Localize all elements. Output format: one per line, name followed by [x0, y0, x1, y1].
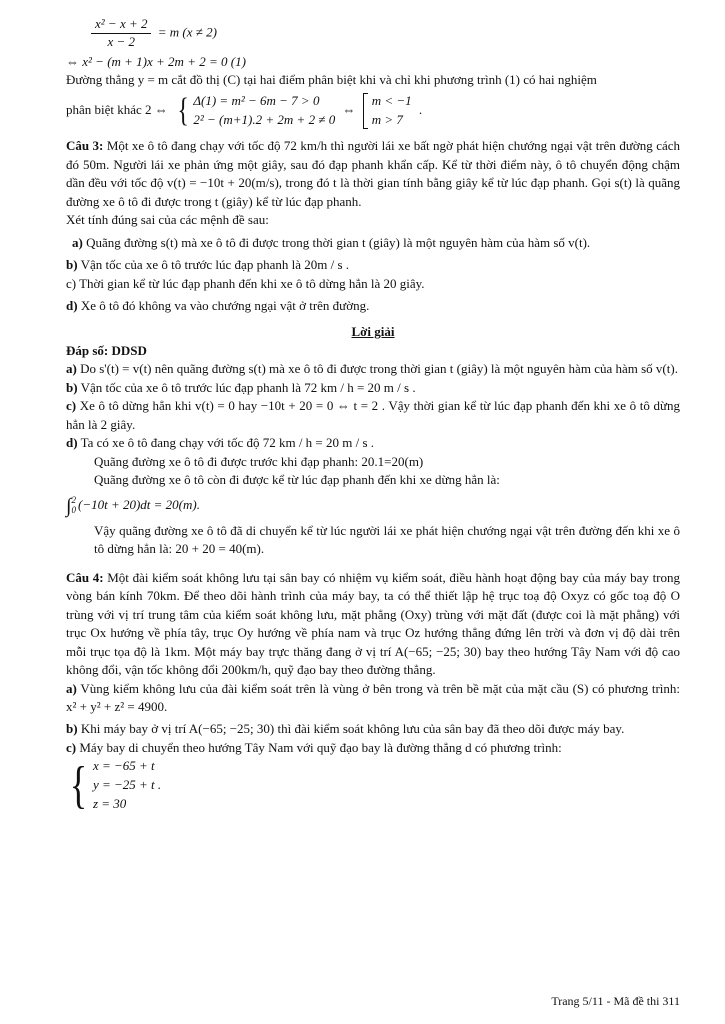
- condition-lead: phân biệt khác 2 ⇔: [66, 101, 168, 117]
- q3-statement-b: [66, 256, 680, 274]
- system-row-z: z = 30: [92, 796, 127, 812]
- solution-b-text: Vận tốc của xe ô tô trước lúc đạp phanh là 72 km / h = 20 m / s .: [80, 379, 416, 395]
- fraction-denominator: x − 2: [107, 33, 136, 49]
- q3-d-text: Xe ô tô đó không va vào chướng ngại vật ở trên đường.: [80, 298, 370, 313]
- question-3-text: Một xe ô tô đang chạy với tốc độ 72 km/h thì người lái xe bất ngờ phát hiện chướng ngại vật trên đường cách đó 50m. Người lái xe phản ứng một giây, sau đó đạp phanh khẩn cấp. Kể từ thời điểm này, ô tô chuyển động chậm dần đều với tốc độ v(t) = −10t + 20(m/s), trong đó t là thời gian tính bằng giây kể từ lúc đạp phanh. Gọi s(t) là quãng đường xe ô tô đi được trong t (giây) kể từ lúc đạp phanh.: [66, 138, 681, 209]
- answer-value: DDSD: [111, 342, 147, 358]
- condition-system-line: [66, 92, 680, 130]
- line-equation-system: [66, 757, 161, 814]
- solution-c-text: Xe ô tô dừng hẳn khi v(t) = 0 hay −10t + 20 = 0 ⇔ t = 2 . Vậy thời gian kể từ lúc đạp phanh đến khi xe ô tô dừng hẳn là 2 giây.: [66, 398, 681, 432]
- q4-statement-a: [66, 680, 680, 717]
- solution-d-line-1: Quãng đường xe ô tô đi được trước khi đạp phanh: 20.1=20(m): [94, 453, 424, 469]
- solution-b: [66, 379, 680, 397]
- equation-rhs: = m (x ≠ 2): [157, 24, 217, 40]
- solution-c-label: c): [66, 398, 77, 414]
- result-end: .: [418, 101, 423, 117]
- integral-icon: ∫: [66, 494, 72, 517]
- result-system: [363, 92, 412, 130]
- result-row-1: m < −1: [371, 92, 412, 108]
- brace-icon: {: [177, 91, 189, 129]
- result-row-2: m > 7: [371, 111, 403, 127]
- q3-a-label: a): [72, 234, 83, 250]
- integral-upper: 2: [71, 494, 76, 505]
- integral-lower: 0: [71, 504, 76, 515]
- q4-statement-b: [66, 720, 680, 738]
- solution-d-label: d): [66, 435, 78, 451]
- q3-statement-c: c) Thời gian kể từ lúc đạp phanh đến khi xe ô tô dừng hẳn là 20 giây.: [66, 275, 425, 291]
- solution-d: [66, 434, 680, 452]
- integral-expression: (−10t + 20)dt = 20(m).: [77, 496, 200, 512]
- fraction: [91, 16, 151, 51]
- condition-system: [175, 92, 335, 130]
- bracket-icon: [363, 93, 368, 129]
- equivalence-sign: ⇔: [342, 101, 356, 117]
- q4-a-text: Vùng kiểm không lưu của đài kiểm soát trên là vùng ở bên trong và trên bề mặt của mặt cầu (S) có phương trình: x² + y² + z² = 4900.: [66, 680, 680, 714]
- solution-title: Lời giải: [351, 324, 395, 340]
- integral-line: [66, 492, 680, 520]
- condition-row-1: Δ(1) = m² − 6m − 7 > 0: [193, 92, 320, 108]
- q3-statement-d: [66, 297, 680, 315]
- solution-b-label: b): [66, 379, 78, 395]
- question-4-text: Một đài kiểm soát không lưu tại sân bay có nhiệm vụ kiểm soát, điều hành hoạt động bay của máy bay trong vòng bán kính 70km. Để theo dõi hành trình của máy bay, ta có thể thiết lập hệ trục toạ độ Oxyz có gốc toạ độ O trùng với vị trí trung tâm của kiểm soát không lưu, mặt phẳng (Oxy) trùng với mặt đất (được coi là mặt phẳng) với trục Ox hướng về phía tây, trục Oy hướng về phía nam và trục Oz hướng thẳng đứng lên trời và đơn vị độ dài trên mỗi trục tọa độ là 1km. Một máy bay trực thăng đang ở vị trí A(−65; −25; 30) bay theo hướng Tây Nam với độ cao không đổi, vận tốc không đổi 200km/h, quỹ đạo bay theo đường thẳng.: [66, 569, 681, 678]
- q4-c-label: c): [66, 739, 77, 755]
- question-4: [66, 569, 680, 680]
- page-footer: Trang 5/11 - Mã đề thi 311: [551, 994, 680, 1008]
- solution-d-line-2: Quãng đường xe ô tô còn đi được kể từ lúc đạp phanh đến khi xe dừng hẳn là:: [94, 472, 500, 488]
- solution-a-label: a): [66, 361, 77, 377]
- q4-b-label: b): [66, 721, 78, 737]
- q3-b-label: b): [66, 257, 78, 273]
- system-row-x: x = −65 + t: [92, 758, 155, 774]
- q4-c-text: Máy bay di chuyển theo hướng Tây Nam với quỹ đạo bay là đường thẳng d có phương trình:: [79, 739, 562, 755]
- q4-statement-c: [66, 739, 680, 757]
- answer-line: [66, 342, 680, 360]
- question-3-label: Câu 3:: [66, 138, 104, 154]
- question-3-prompt: Xét tính đúng sai của các mệnh đề sau:: [66, 212, 269, 228]
- solution-a: [66, 360, 680, 378]
- intersection-condition-text: Đường thẳng y = m cắt đồ thị (C) tại hai điểm phân biệt khi và chỉ khi phương trình (1) có hai nghiệm: [66, 72, 597, 88]
- system-row-y: y = −25 + t .: [92, 777, 162, 793]
- q3-a-text: Quãng đường s(t) mà xe ô tô đi được trong thời gian t (giây) là một nguyên hàm của hàm số v(t).: [86, 234, 591, 250]
- answer-label: Đáp số:: [66, 342, 109, 358]
- solution-c: [66, 397, 680, 434]
- brace-icon: {: [69, 756, 88, 814]
- document-page: [66, 14, 680, 814]
- q4-b-text: Khi máy bay ở vị trí A(−65; −25; 30) thì đài kiểm soát không lưu của sân bay đã theo dõi được máy bay.: [80, 721, 625, 737]
- question-3: [66, 137, 680, 211]
- q3-d-label: d): [66, 298, 78, 313]
- q3-statement-a: [66, 234, 680, 252]
- solution-d-conclusion: Vậy quãng đường xe ô tô đã di chuyển kể từ lúc người lái xe phát hiện chướng ngại vật trên đường đến khi xe ô tô dừng hẳn là: 20 + 20 = 40(m).: [94, 522, 680, 557]
- question-4-label: Câu 4:: [66, 569, 104, 585]
- solution-a-text: Do s'(t) = v(t) nên quãng đường s(t) mà xe ô tô đi được trong thời gian t (giây) là một nguyên hàm của hàm số v(t).: [80, 361, 678, 377]
- fraction-numerator: x² − x + 2: [91, 16, 151, 34]
- q4-a-label: a): [66, 680, 77, 696]
- solution-d-text: Ta có xe ô tô đang chạy với tốc độ 72 km / h = 20 m / s .: [80, 435, 375, 451]
- condition-row-2: 2² − (m+1).2 + 2m + 2 ≠ 0: [193, 111, 336, 127]
- fraction-equation: [66, 16, 680, 51]
- q3-b-text: Vận tốc của xe ô tô trước lúc đạp phanh là 20m / s .: [80, 257, 350, 273]
- equation-1: ⇔ x² − (m + 1)x + 2m + 2 = 0 (1): [66, 53, 246, 69]
